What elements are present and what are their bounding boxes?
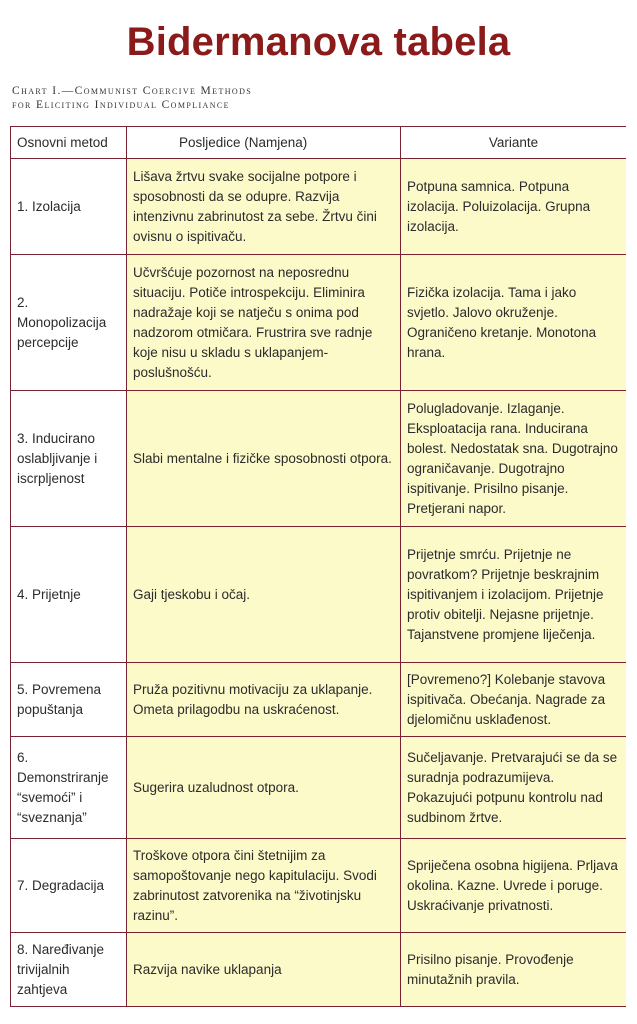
variants-cell: Prijetnje smrću. Prijetnje ne povratkom? Prijetnje beskrajnim ispitivanjem i izolacijom. Prijetnje protiv obitelji. Nejasne prijetnje. Tajanstvene promjene liječenja. [401,527,627,663]
table-row [11,933,627,1007]
variants-cell: Prisilno pisanje. Provođenje minutažnih pravila. [401,933,627,1007]
effect-cell: Gaji tjeskobu i očaj. [127,527,401,663]
method-cell: 2. Monopolizacija percepcije [11,255,127,391]
table-row [11,663,627,737]
variants-cell: Fizička izolacija. Tama i jako svjetlo. Jalovo okruženje. Ograničeno kretanje. Monotona hrana. [401,255,627,391]
method-cell: 3. Inducirano oslabljivanje i iscrpljenost [11,391,127,527]
biderman-table [10,126,626,1007]
variants-cell: Sučeljavanje. Pretvarajući se da se suradnja podrazumijeva. Pokazujući potpunu kontrolu nad sudbinom žrtve. [401,737,627,839]
table-row [11,737,627,839]
biderman-table-container [10,126,626,1010]
variants-cell: [Povremeno?] Kolebanje stavova ispitivača. Obećanja. Nagrade za djelomičnu usklađenost. [401,663,627,737]
variants-cell: Potpuna samnica. Potpuna izolacija. Poluizolacija. Grupna izolacija. [401,159,627,255]
table-row [11,527,627,663]
effect-cell: Pruža pozitivnu motivaciju za uklapanje. Ometa prilagodbu na uskraćenost. [127,663,401,737]
table-row [11,159,627,255]
header-effect: Posljedice (Namjena) [127,127,401,159]
method-cell: 4. Prijetnje [11,527,127,663]
effect-cell: Troškove otpora čini štetnijim za samopoštovanje nego kapitulaciju. Svodi zabrinutost zatvorenika na “životinjsku razinu”. [127,839,401,933]
chart-caption: Chart I.—Communist Coercive Methods for Eliciting Individual Compliance [12,85,253,111]
variants-cell: Polugladovanje. Izlaganje. Eksploatacija rana. Inducirana bolest. Nedostatak sna. Dugotrajno ograničavanje. Dugotrajno ispitivanje. Prisilno pisanje. Pretjerani napor. [401,391,627,527]
table-row [11,839,627,933]
method-cell: 8. Naređivanje trivijalnih zahtjeva [11,933,127,1007]
method-cell: 5. Povremena popuštanja [11,663,127,737]
table-row [11,391,627,527]
effect-cell: Slabi mentalne i fizičke sposobnosti otpora. [127,391,401,527]
variants-cell: Spriječena osobna higijena. Prljava okolina. Kazne. Uvrede i poruge. Uskraćivanje privatnosti. [401,839,627,933]
effect-cell: Sugerira uzaludnost otpora. [127,737,401,839]
effect-cell: Učvršćuje pozornost na neposrednu situaciju. Potiče introspekciju. Eliminira nadražaje koji se natječu s onima pod nadzorom otmičara. Frustrira sve radnje koje nisu u skladu s uklapanjem-poslušnošću. [127,255,401,391]
table-row [11,255,627,391]
header-method: Osnovni metod [11,127,127,159]
effect-cell: Razvija navike uklapanja [127,933,401,1007]
method-cell: 7. Degradacija [11,839,127,933]
header-variants: Variante [401,127,627,159]
effect-cell: Lišava žrtvu svake socijalne potpore i sposobnosti da se odupre. Razvija intenzivnu zabrinutost za sebe. Žrtvu čini ovisnu o ispitivaču. [127,159,401,255]
page-title: Bidermanova tabela [126,20,511,64]
table-header-row [11,127,627,159]
method-cell: 6. Demonstriranje “svemoći” i “sveznanja” [11,737,127,839]
method-cell: 1. Izolacija [11,159,127,255]
